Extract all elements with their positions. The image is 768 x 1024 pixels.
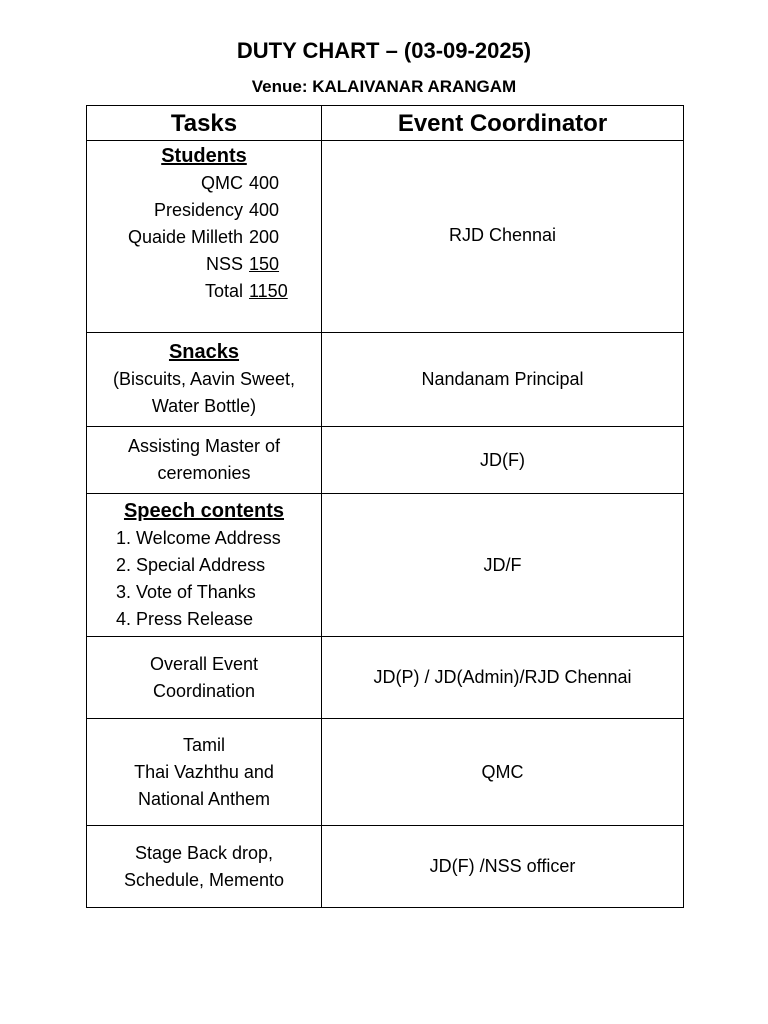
task-cell-anthem [87,719,322,826]
coordinator-cell: QMC [322,719,684,826]
task-cell-mc [87,427,322,494]
student-count: 150 [249,254,280,274]
task-text: Thai Vazhthu and [134,761,274,782]
student-row-quaide-milleth [87,224,295,251]
student-count: 200 [249,227,280,247]
student-total: 1150 [249,281,288,301]
coordinator-cell: JD(P) / JD(Admin)/RJD Chennai [322,637,684,719]
task-cell-stage [87,826,322,908]
header-row [87,106,684,141]
speech-list [87,525,321,633]
coordinator-cell: Nandanam Principal [322,333,684,427]
task-text: ceremonies [157,463,251,483]
table-row-overall [87,637,684,719]
student-row-presidency [87,197,295,224]
list-item: 4. Press Release [116,608,254,629]
students-heading: Students [161,145,247,167]
task-text: Tamil [182,734,225,755]
list-item: 3. Vote of Thanks [116,581,256,602]
student-name: Total [204,281,243,301]
table-row-students [87,141,684,333]
task-cell-students [87,141,322,333]
header-event-coordinator: Event Coordinator [322,106,684,141]
table-row-stage [87,826,684,908]
duty-chart-table [86,105,684,908]
student-name: Quaide Milleth [127,227,243,247]
table-row-anthem [87,719,684,826]
coordinator-cell: RJD Chennai [322,141,684,333]
coordinator-cell: JD(F) /NSS officer [322,826,684,908]
coordinator-cell: JD/F [322,494,684,637]
student-row-qmc [87,170,295,197]
page-title: DUTY CHART – (03-09-2025) [236,38,532,63]
task-text: Overall Event [149,653,259,674]
task-text: Stage Back drop, [134,842,274,863]
student-name: NSS [205,254,243,274]
list-item: 2. Special Address [116,554,266,575]
list-item: 1. Welcome Address [116,527,281,548]
task-text: Coordination [152,680,256,701]
snacks-detail: (Biscuits, Aavin Sweet, [112,369,296,389]
student-row-total [87,278,295,305]
table-row-speech [87,494,684,637]
task-text: Assisting Master of [127,436,281,456]
student-name: Presidency [153,200,243,220]
venue-subtitle: Venue: KALAIVANAR ARANGAM [251,77,517,96]
task-cell-overall [87,637,322,719]
snacks-heading: Snacks [168,341,240,363]
coordinator-cell: JD(F) [322,427,684,494]
task-text: Schedule, Memento [123,869,285,890]
table-row-mc [87,427,684,494]
header-tasks: Tasks [87,106,322,141]
student-count: 400 [249,173,280,193]
task-cell-snacks [87,333,322,427]
task-cell-speech [87,494,322,637]
student-row-nss [87,251,295,278]
snacks-detail: Water Bottle) [151,396,257,416]
student-name: QMC [201,173,243,193]
student-count: 400 [249,200,280,220]
table-row-snacks [87,333,684,427]
speech-heading: Speech contents [123,499,285,522]
task-text: National Anthem [137,788,271,809]
